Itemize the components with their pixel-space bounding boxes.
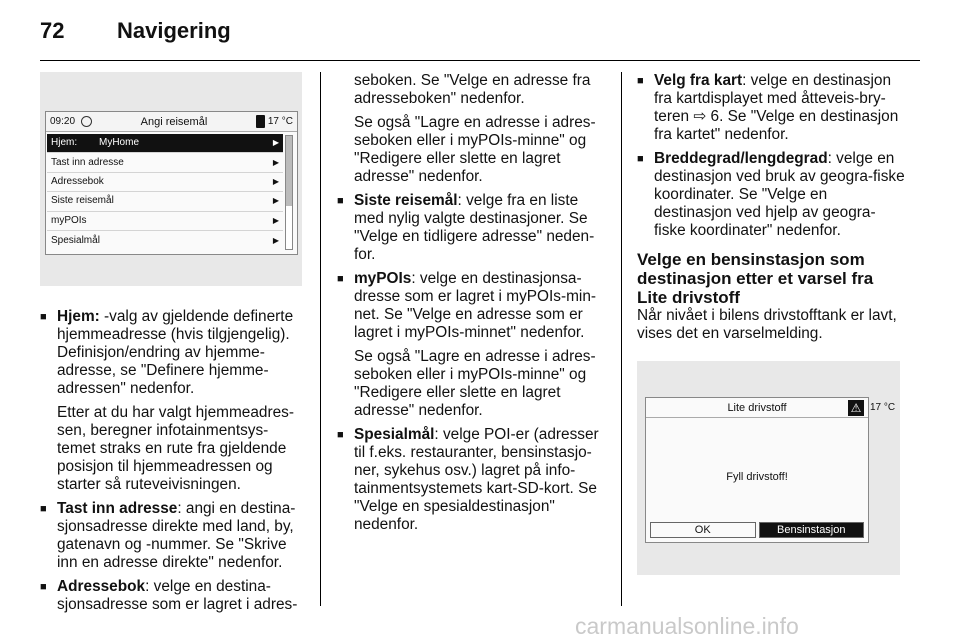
bullet-select-map <box>637 72 905 144</box>
menu-item-recent[interactable] <box>47 192 283 211</box>
menu-item-value: MyHome <box>99 137 140 149</box>
bullet-special <box>337 426 605 534</box>
warning-icon: ⚠ <box>848 400 864 416</box>
bullet-term: Hjem: <box>57 308 100 325</box>
bullet-address-book <box>40 578 302 614</box>
menu-scrollbar[interactable] <box>285 135 293 250</box>
gas-station-button[interactable]: Bensinstasjon <box>759 522 865 538</box>
menu-item-home[interactable] <box>47 134 283 153</box>
bullet-text: : velge en destinasjon ved bruk av geogra-fiske koordinater. Se "Velge en destinasjon ved hjelp av geogra-fiske koordinater" nedenfor. <box>654 150 905 239</box>
phone-icon <box>256 115 265 128</box>
chevron-right-icon: ▶ <box>272 138 279 148</box>
paragraph: seboken. Se "Velge en adresse fra adresseboken" nedenfor. <box>354 72 591 107</box>
bullet-text: : velge en destinasjon fra kartdisplayet med åtteveis-bry-teren ⇨ 6. Se "Velge en destinasjon fra kartet" nedenfor. <box>654 72 899 143</box>
bullet-term: Velg fra kart <box>654 72 743 89</box>
bullet-term: Breddegrad/lengdegrad <box>654 150 828 167</box>
bullet-text: : angi en destina-sjonsadresse direkte med land, by, gatenavn og -nummer. Se "Skrive inn en adresse direkte" nedenfor. <box>57 500 296 571</box>
bullet-term: Spesialmål <box>354 426 435 443</box>
bullet-text: : velge fra en liste med nylig valgte destinasjoner. Se "Velge en tidligere adresse" neden-for. <box>354 192 595 263</box>
ok-button[interactable]: OK <box>650 522 756 538</box>
scrollbar-thumb[interactable] <box>286 136 292 206</box>
menu-item-address-book[interactable] <box>47 173 283 192</box>
destination-screen-image <box>40 72 302 286</box>
menu-item-label: Siste reisemål <box>51 195 114 207</box>
column-divider-1 <box>320 72 321 606</box>
bullet-term: Tast inn adresse <box>57 500 178 517</box>
bullet-term: myPOIs <box>354 270 412 287</box>
column-3 <box>637 72 905 575</box>
paragraph: Se også "Lagre en adresse i adres-seboken eller i myPOIs-minne" og "Redigere eller slette en lagret adresse" nedenfor. <box>354 114 596 185</box>
destination-screen <box>45 111 298 255</box>
chevron-right-icon: ▶ <box>272 196 279 206</box>
bullet-recent <box>337 192 605 264</box>
low-fuel-screen-image <box>637 361 900 575</box>
bullet-enter-address <box>40 500 302 572</box>
dialog-buttons <box>650 522 864 538</box>
page-title: Navigering <box>117 18 231 43</box>
screen-temperature: 17 °C <box>267 115 293 127</box>
page-number: 72 <box>40 18 65 43</box>
bullet-term: Adressebok <box>57 578 146 595</box>
column-1 <box>40 72 302 620</box>
chevron-right-icon: ▶ <box>272 176 279 186</box>
low-fuel-screen <box>645 397 869 543</box>
header-rule <box>40 60 920 61</box>
bullet-coordinates <box>637 150 905 240</box>
screen-temperature: 17 °C <box>870 402 896 413</box>
paragraph: Etter at du har valgt hjemmeadres-sen, beregner infotainmentsys-temet straks en rute fra gjeldende posisjon til hjemmeadressen og starter så ruteveivisningen. <box>57 404 294 493</box>
watermark: carmanualsonline.info <box>575 613 799 639</box>
dialog-title: Lite drivstoff <box>727 401 787 414</box>
column-2 <box>337 72 605 540</box>
paragraph: Når nivået i bilens drivstofftank er lavt, vises det en varselmelding. <box>637 307 897 342</box>
bullet-text: : velge POI-er (adresser til f.eks. restauranter, bensinstasjo-ner, sykehus osv.) lagret på info-tainmentsystemets kart-SD-kort. Se "Velge en spesialdestinasjon" nedenfor. <box>354 426 599 533</box>
bullet-term: Siste reisemål <box>354 192 458 209</box>
paragraph: Se også "Lagre en adresse i adres-seboken eller i myPOIs-minne" og "Redigere eller slette en lagret adresse" nedenfor. <box>354 348 596 419</box>
section-heading: Velge en bensinstasjon som destinasjon etter et varsel fra Lite drivstoff <box>637 250 874 307</box>
bullet-mypois <box>337 270 605 342</box>
bullet-text: : velge en destinasjonsa-dresse som er lagret i myPOIs-min-net. Se "Velge en adresse som er lagret i myPOIs-minnet" nedenfor. <box>354 270 597 341</box>
bullet-text: -valg av gjeldende definerte hjemmeadresse (hvis tilgjengelig). Definisjon/endring av hjemme-adresse, se "Definere hjemme-adressen" nedenfor. <box>57 308 294 397</box>
chevron-right-icon: ▶ <box>272 235 279 245</box>
menu-item-label: Adressebok <box>51 175 104 187</box>
menu-item-mypois[interactable] <box>47 212 283 231</box>
screen-title: Angi reisemål <box>140 115 208 128</box>
chevron-right-icon: ▶ <box>272 215 279 225</box>
chevron-right-icon: ▶ <box>272 157 279 167</box>
dialog-message: Fyll drivstoff! <box>726 471 788 483</box>
menu-item-enter-address[interactable] <box>47 153 283 172</box>
destination-menu <box>47 134 283 250</box>
bullet-text: : velge en destina-sjonsadresse som er lagret i adres- <box>57 578 298 613</box>
dialog-header <box>646 398 868 418</box>
column-divider-2 <box>621 72 622 606</box>
menu-item-label: Spesialmål <box>51 234 100 246</box>
clock-icon <box>81 116 92 127</box>
menu-item-label: Hjem: <box>51 137 78 149</box>
screen-header <box>46 112 297 132</box>
menu-item-special[interactable] <box>47 231 283 250</box>
menu-item-label: Tast inn adresse <box>51 156 124 168</box>
bullet-home <box>40 308 302 398</box>
menu-item-label: myPOIs <box>51 214 87 226</box>
screen-time: 09:20 <box>50 115 76 127</box>
